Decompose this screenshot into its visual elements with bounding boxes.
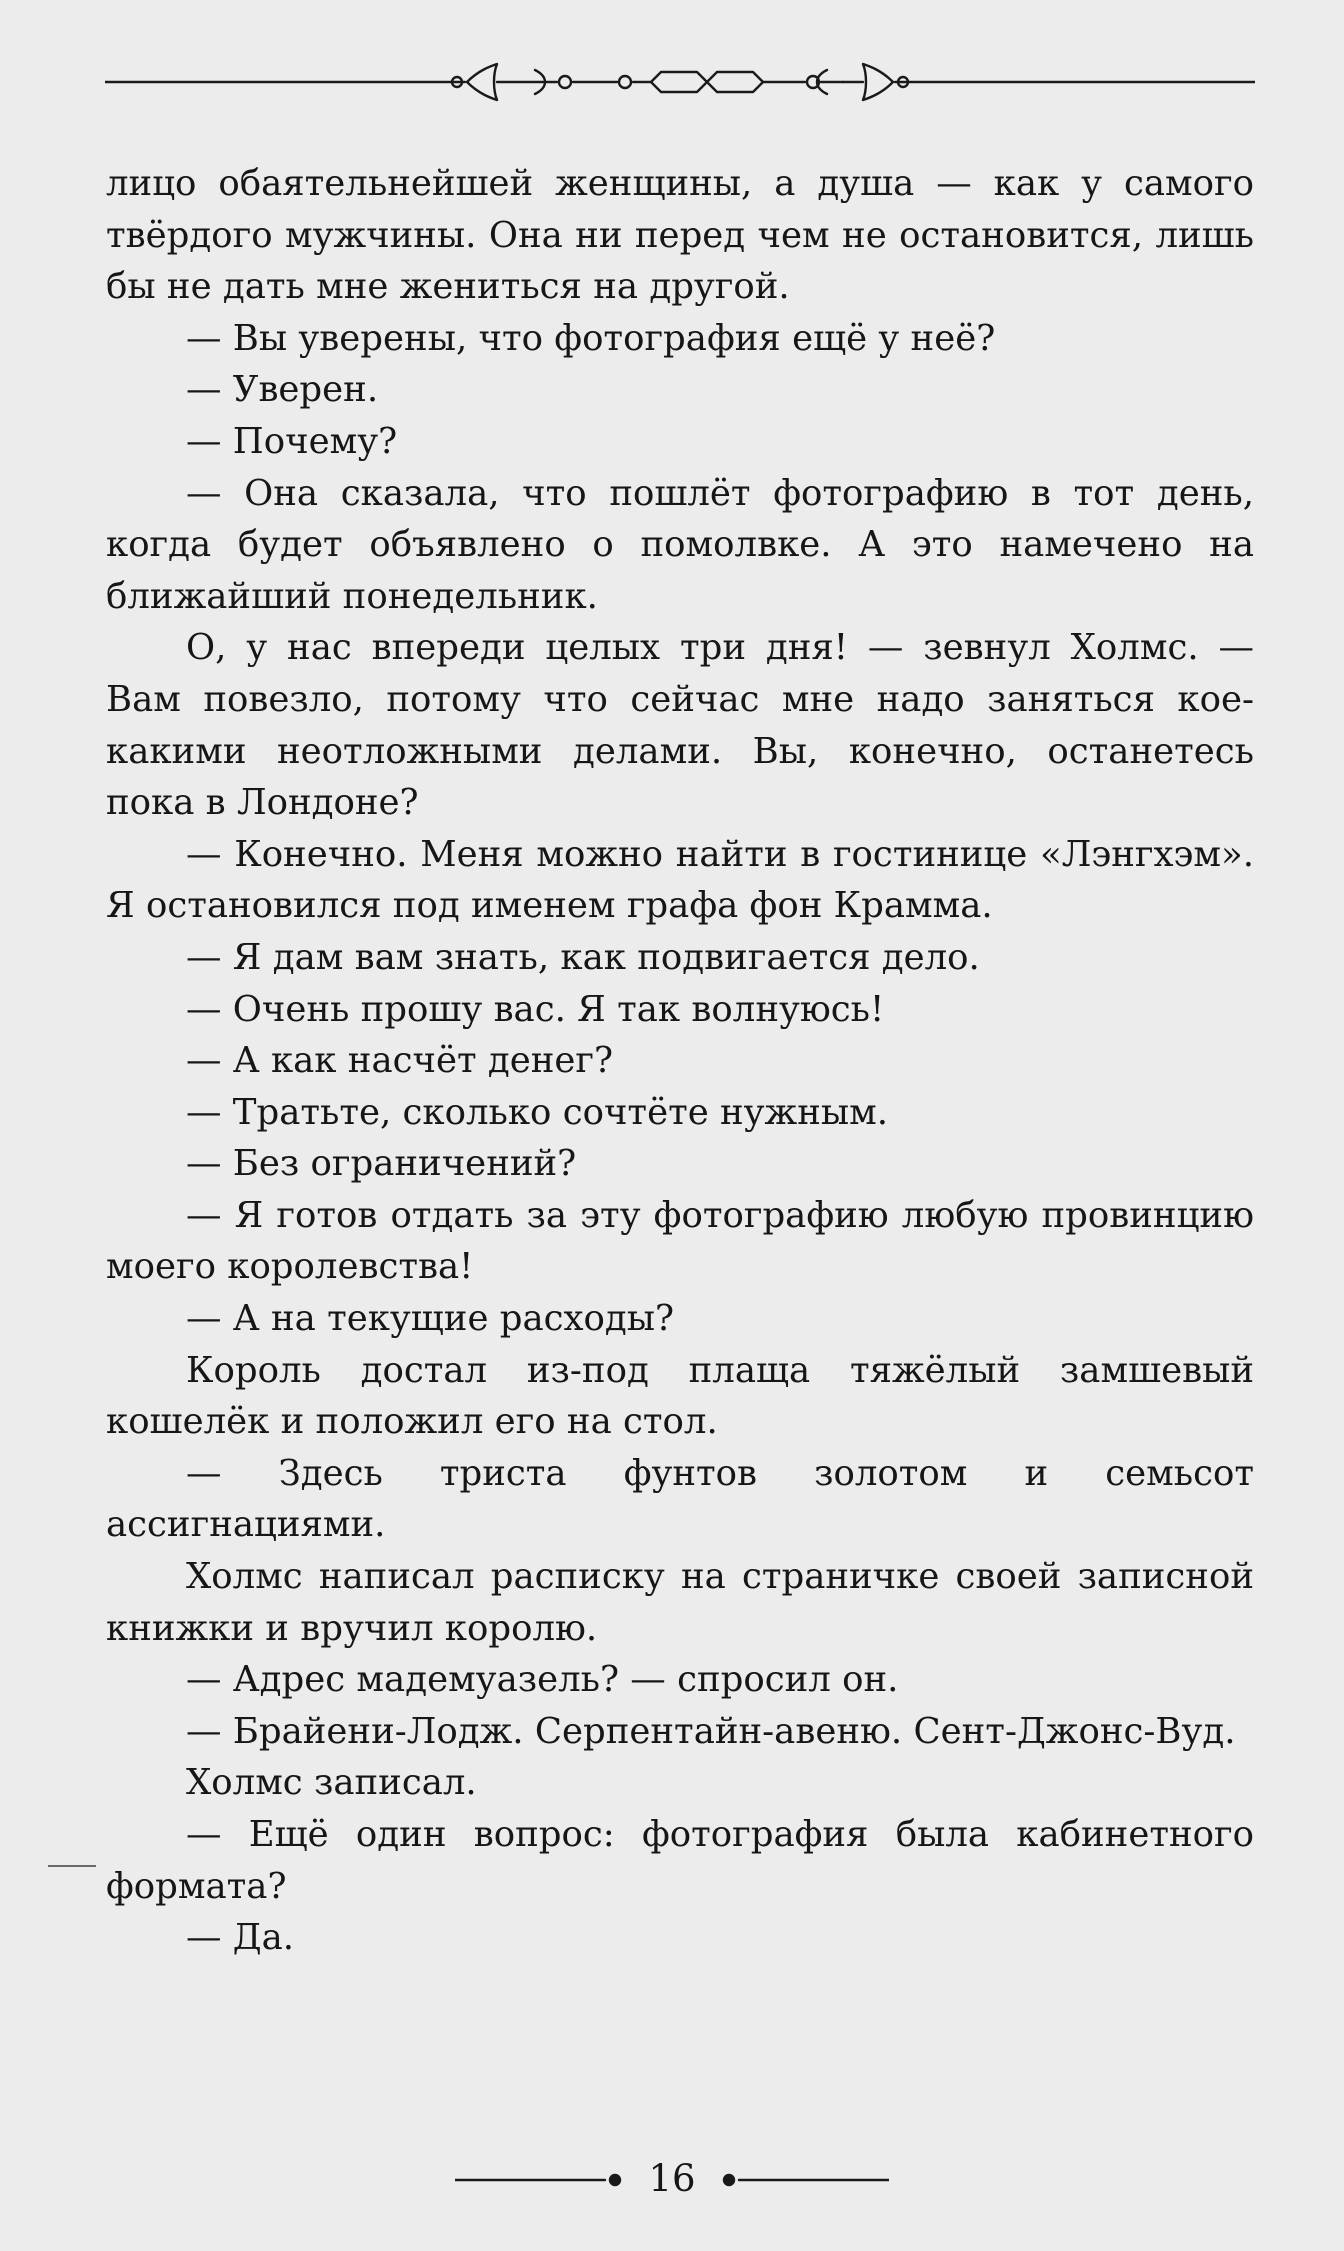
paragraph-9: — Очень прошу вас. Я так волнуюсь! <box>186 988 885 1030</box>
paragraph-5: — Она сказала, что пошлёт фотографию в тот день, когда будет объявлено о помолвке. А это намечено на ближайший понедельник. <box>106 472 1254 617</box>
paragraph-20: Холмс записал. <box>186 1762 477 1804</box>
paragraph-17: Холмс написал расписку на страничке своей записной книжки и вручил королю. <box>106 1556 1254 1649</box>
paragraph-19: — Брайени-Лодж. Серпентайн-авеню. Сент-Джонс-Вуд. <box>186 1710 1236 1752</box>
header-ornament <box>105 50 1255 120</box>
paragraph-2: — Вы уверены, что фотография ещё у неё? <box>186 317 996 359</box>
page-footer <box>0 2152 1344 2212</box>
paragraph-7: — Конечно. Меня можно найти в гостинице «Лэнгхэм». Я остановился под именем графа фон Крамма. <box>106 833 1254 927</box>
paragraph-21: — Ещё один вопрос: фотография была кабинетного формата? <box>106 1814 1254 1907</box>
paragraph-18: — Адрес мадемуазель? — спросил он. <box>186 1659 899 1701</box>
paragraph-8: — Я дам вам знать, как подвигается дело. <box>186 936 980 978</box>
paragraph-15: Король достал из-под плаща тяжёлый замшевый кошелёк и положил его на стол. <box>106 1349 1254 1443</box>
paragraph-13: — Я готов отдать за эту фотографию любую провинцию моего королевства! <box>106 1194 1254 1288</box>
margin-mark <box>48 1865 96 1867</box>
page-number: 16 <box>648 2157 696 2200</box>
body-text <box>106 158 1254 1964</box>
paragraph-3: — Уверен. <box>186 369 379 411</box>
paragraph-4: — Почему? <box>186 420 398 462</box>
paragraph-10: — А как насчёт денег? <box>186 1040 614 1082</box>
paragraph-16: — Здесь триста фунтов золотом и семьсот ассигнациями. <box>106 1452 1254 1546</box>
paragraph-6: О, у нас впереди целых три дня! — зевнул Холмс. — Вам повезло, потому что сейчас мне надо заняться кое-какими неотложными делами. Вы, конечно, останетесь пока в Лондоне? <box>106 627 1254 824</box>
paragraph-22: — Да. <box>186 1917 295 1959</box>
paragraph-14: — А на текущие расходы? <box>186 1298 675 1340</box>
paragraph-11: — Тратьте, сколько сочтёте нужным. <box>186 1091 889 1133</box>
paragraph-12: — Без ограничений? <box>186 1143 577 1185</box>
paragraph-1: лицо обаятельнейшей женщины, а душа — как у самого твёрдого мужчины. Она ни перед чем не остановится, лишь бы не дать мне жениться на другой. <box>106 163 1254 308</box>
